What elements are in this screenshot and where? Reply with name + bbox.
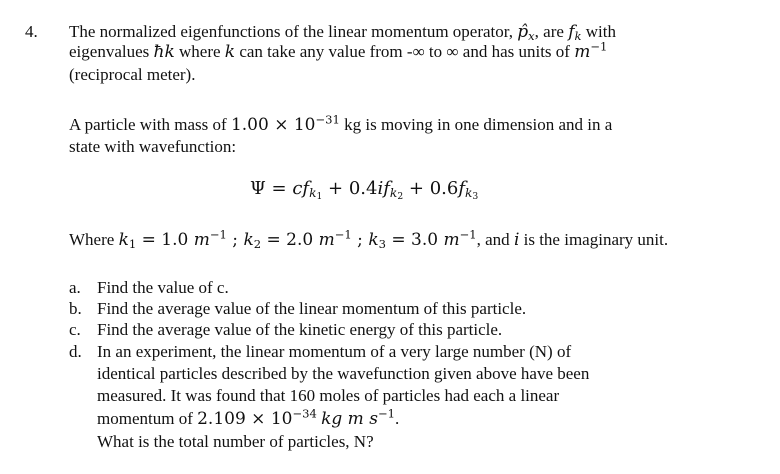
part-d-line-4: momentum of $2.109 \times 10^{-34}$ kg m $s^{-1}$. — [97, 406, 400, 429]
part-a-text: Find the value of c. — [97, 278, 229, 297]
part-d-line-3: measured. It was found that 160 moles of particles had each a linear — [97, 386, 560, 405]
intro-line-2: eigenvalues ħk where k can take any value from -∞ to ∞ and has units of $m^{-1}$ — [69, 39, 608, 62]
intro-line-3: (reciprocal meter). — [69, 65, 196, 84]
part-d-text: In an experiment, the linear momentum of a very large number (N) of — [97, 342, 572, 361]
part-d-line-2: identical particles described by the wavefunction given above have been — [97, 364, 590, 383]
question-number: 4. — [25, 22, 38, 41]
part-b-label: b. — [69, 299, 82, 318]
wavefunction-equation: $\Psi = cf_{k1} + 0.4if_{k2} + 0.6f_{k3}$ — [250, 178, 479, 202]
intro-line-1: The normalized eigenfunctions of the linear momentum operator, $p̂_x$, are $f_k$ with — [69, 22, 616, 43]
part-c-label: c. — [69, 320, 81, 339]
part-c — [69, 320, 502, 340]
part-c-text: Find the average value of the kinetic energy of this particle. — [97, 320, 503, 339]
part-d — [69, 342, 571, 362]
part-d-line-5: What is the total number of particles, N? — [97, 432, 374, 451]
part-b — [69, 299, 526, 319]
part-d-label: d. — [69, 342, 82, 361]
part-a — [69, 278, 229, 298]
mass-statement-line-1: A particle with mass of $1.00 \times 10^{-31}$ kg is moving in one dimension and in a — [69, 112, 613, 135]
mass-statement-line-2: state with wavefunction: — [69, 137, 237, 156]
part-a-label: a. — [69, 278, 81, 297]
part-b-text: Find the average value of the linear momentum of this particle. — [97, 299, 527, 318]
wavenumber-definitions: Where $k_1 = 1.0$ $m^{-1}$ ; $k_2 = 2.0$ $m^{-1}$ ; $k_3 = 3.0$ $m^{-1}$, and i is the imaginary unit. — [69, 227, 669, 251]
